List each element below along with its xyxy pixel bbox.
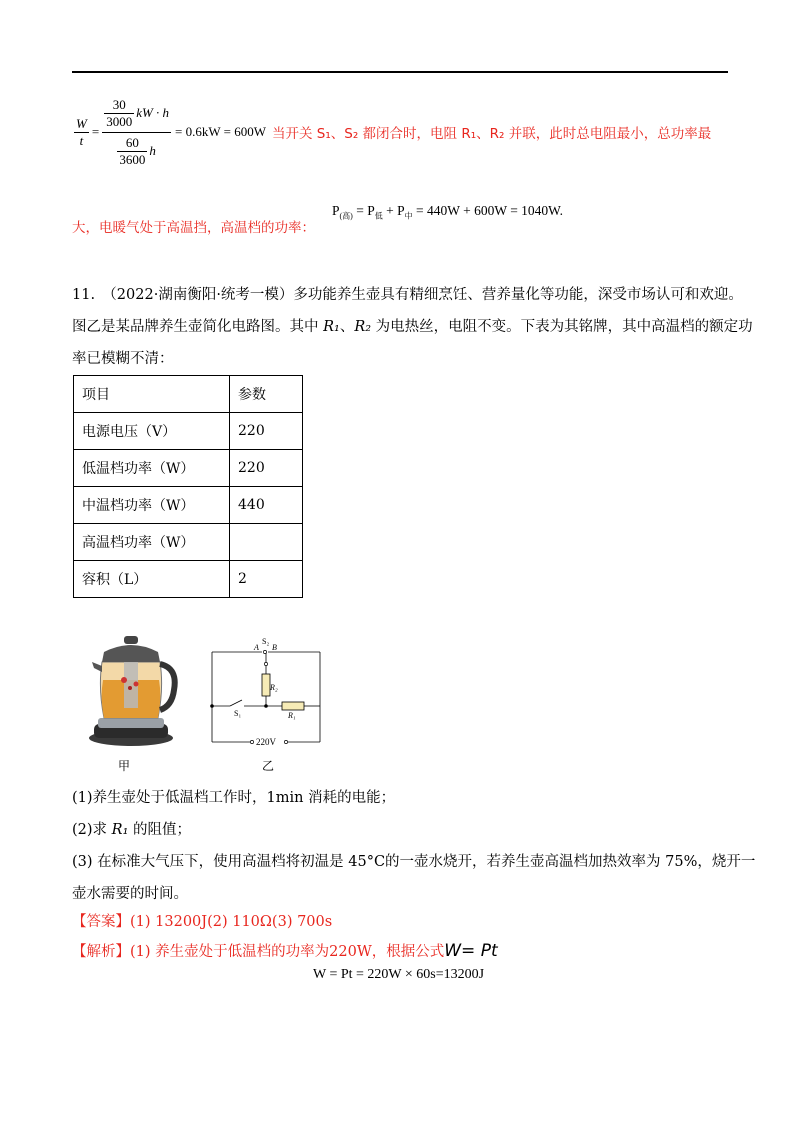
- table-cell-value: 220: [230, 450, 303, 487]
- equals-sign: =: [91, 124, 100, 139]
- parallel-note-line1: 当开关 S₁、S₂ 都闭合时，电阻 R₁、R₂ 并联，此时总电阻最小，总功率最: [272, 126, 712, 142]
- num-60: 60: [125, 134, 139, 150]
- table-cell-item: 低温档功率（W）: [74, 450, 230, 487]
- table-row: [74, 524, 303, 561]
- fraction-60-3600: [117, 135, 147, 168]
- table-cell-value: 220: [230, 413, 303, 450]
- table-cell-value: [230, 524, 303, 561]
- table-cell-value: 参数: [230, 376, 303, 413]
- unit-h: h: [149, 143, 156, 158]
- node-a-label: A: [254, 643, 259, 652]
- sub-questions: [72, 782, 756, 910]
- fraction-30-3000: [104, 97, 134, 130]
- table-cell-value: 2: [230, 561, 303, 598]
- table-cell-item: 项目: [74, 376, 230, 413]
- circuit-diagram: [208, 630, 324, 752]
- energy-equation: W = Pt = 220W × 60s=13200J: [313, 967, 485, 982]
- table-cell-item: 高温档功率（W）: [74, 524, 230, 561]
- table-header-row: [74, 376, 303, 413]
- w-over-t: [74, 116, 89, 149]
- analysis-text: (1) 养生壶处于低温档的功率为220W，根据公式: [130, 944, 445, 960]
- num-30: 30: [112, 96, 126, 112]
- question-line2: 图乙是某品牌养生壶简化电路图。其中 R₁、R₂ 为电热丝，电阻不变。下表为其铭牌，其中高温档的额定功: [72, 319, 753, 335]
- table-row: [74, 413, 303, 450]
- nameplate-table: [73, 375, 303, 598]
- analysis-line: [72, 940, 498, 961]
- answer-tag: 【答案】: [72, 914, 130, 930]
- table-cell-item: 中温档功率（W）: [74, 487, 230, 524]
- analysis-tag: 【解析】: [72, 944, 130, 960]
- part-1: (1)养生壶处于低温档工作时，1min 消耗的电能；: [72, 790, 396, 806]
- denominator-t: t: [79, 132, 84, 148]
- power-result: = 0.6kW = 600W: [175, 124, 267, 139]
- table-cell-value: 440: [230, 487, 303, 524]
- r2-label: R₂: [270, 683, 278, 692]
- voltage-label: 220V: [256, 737, 276, 747]
- node-b-label: B: [272, 643, 277, 652]
- r2-symbol: R₂: [354, 319, 372, 335]
- s1-label: S₁: [234, 709, 242, 718]
- part-3-line1: (3) 在标准大气压下，使用高温档将初温是 45°C的一壶水烧开，若养生壶高温档加热效率为 75%，烧开一: [72, 854, 756, 870]
- header-rule: [72, 71, 728, 73]
- energy-term: [102, 97, 171, 130]
- high-power-equation: $P_{(高)} = P_低 + P_中 = 440W + 600W = 1040W$.: [332, 203, 564, 221]
- table-row: [74, 487, 303, 524]
- kettle-image: [84, 628, 178, 748]
- table-row: [74, 561, 303, 598]
- question-line3: 率已模糊不清：: [72, 351, 174, 367]
- part-2: (2)求 R₁ 的阻值；: [72, 822, 191, 838]
- part-3-line2: 壶水需要的时间。: [72, 886, 188, 902]
- table-cell-item: 容积（L）: [74, 561, 230, 598]
- den-3600: 3600: [119, 151, 146, 167]
- r1-symbol: R₁: [323, 319, 340, 335]
- power-formula: [74, 96, 711, 168]
- numerator-w: W: [76, 115, 87, 131]
- time-term: [115, 135, 158, 168]
- question-stem: [72, 279, 753, 375]
- caption-jia: 甲: [118, 759, 131, 773]
- table-row: [74, 450, 303, 487]
- caption-yi: 乙: [262, 759, 275, 773]
- answer-line: [72, 910, 332, 931]
- parallel-note-line2: 大，电暖气处于高温挡，高温档的功率：: [72, 220, 315, 236]
- question-line1: 11. （2022·湖南衡阳·统考一模）多功能养生壶具有精细烹饪、营养量化等功能，深受市场认可和欢迎。: [72, 287, 743, 303]
- compound-fraction: [102, 97, 171, 168]
- table-cell-item: 电源电压（V）: [74, 413, 230, 450]
- s2-label: S₂: [262, 637, 270, 646]
- unit-kwh: kW · h: [136, 105, 170, 120]
- kettle-photo: [84, 628, 178, 748]
- r1-label: R₁: [288, 711, 296, 720]
- den-3000: 3000: [106, 113, 133, 129]
- analysis-formula: W= Pt: [444, 941, 498, 961]
- answer-text: (1) 13200J(2) 110Ω(3) 700s: [130, 914, 333, 930]
